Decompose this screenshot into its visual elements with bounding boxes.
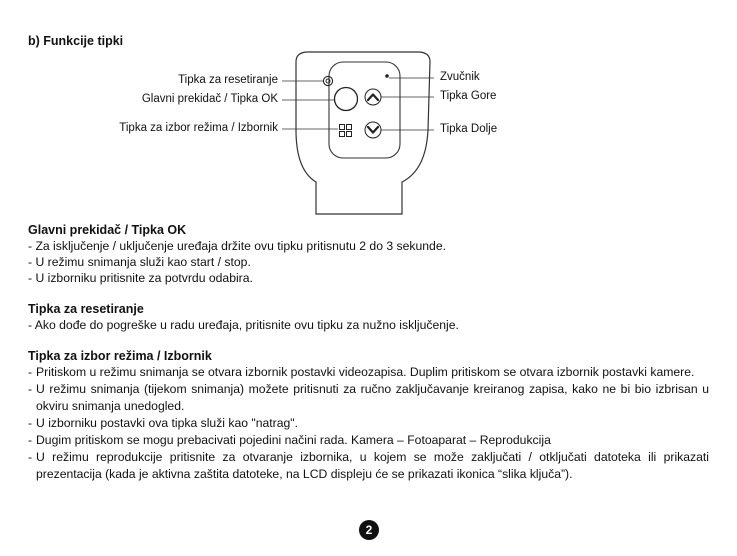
ok-button-icon	[335, 88, 358, 111]
up-button-icon	[365, 89, 381, 105]
speaker-icon	[385, 74, 389, 78]
main-line-2: - U režimu snimanja služi kao start / stop.	[28, 255, 251, 269]
label-up: Tipka Gore	[440, 90, 497, 102]
label-main: Glavni prekidač / Tipka OK	[141, 93, 278, 105]
list-item: - Dugim pritiskom se mogu prebacivati pojedini načini rada. Kamera – Fotoaparat – Reprodukcija	[28, 432, 709, 449]
main-line-1: - Za isključenje / uključenje uređaja držite ovu tipku pritisnutu 2 do 3 sekunde.	[28, 239, 446, 253]
page-number: 2	[359, 520, 379, 540]
heading-main: Glavni prekidač / Tipka OK	[28, 223, 187, 237]
mode-item-1: Pritiskom u režimu snimanja se otvara izbornik postavki videozapisa. Duplim pritiskom se otvara izbornik postavki kamere.	[36, 365, 695, 379]
mode-list	[28, 364, 709, 483]
main-line-3: - U izborniku pritisnite za potvrdu odabira.	[28, 271, 253, 285]
label-speaker: Zvučnik	[440, 71, 480, 83]
mode-item-2: U režimu snimanja (tijekom snimanja) možete pritisnuti za ručno zaključavanje kreiranog zapisa, kako ne bi bio izbrisan u okviru snimanja unedogled.	[36, 382, 709, 413]
list-item: - U režimu snimanja (tijekom snimanja) možete pritisnuti za ručno zaključavanje kreiranog zapisa, kako ne bi bio izbrisan u okviru snimanja unedogled.	[28, 382, 709, 413]
mode-item-3: U izborniku postavki ova tipka služi kao "natrag".	[36, 416, 299, 430]
mode-item-5: U režimu reprodukcije pritisnite za otvaranje izbornika, u kojem se može zaključati / otključati datoteka ili prikazati prezentacija (kada je aktivna zaštita datoteke, na LCD displeju će se prikazati ikonica “slika ključa”).	[36, 450, 709, 481]
label-mode: Tipka za izbor režima / Izbornik	[119, 122, 278, 134]
list-item: - U režimu reprodukcije pritisnite za otvaranje izbornika, u kojem se može zaključati / otključati datoteka ili prikazati prezentacija (kada je aktivna zaštita datoteke, na LCD displeju će se prikazati ikonica “slika ključa”).	[28, 450, 709, 481]
label-down: Tipka Dolje	[440, 123, 498, 135]
button-panel	[329, 62, 400, 158]
down-button-icon	[365, 122, 381, 138]
mode-item-4: Dugim pritiskom se mogu prebacivati pojedini načini rada. Kamera – Fotoaparat – Reprodukcija	[36, 433, 551, 447]
device-diagram	[0, 0, 737, 230]
list-item: - Pritiskom u režimu snimanja se otvara izbornik postavki videozapisa. Duplim pritiskom se otvara izbornik postavki kamere.	[28, 364, 709, 381]
heading-mode: Tipka za izbor režima / Izbornik	[28, 349, 212, 363]
list-item: - U izborniku postavki ova tipka služi kao "natrag".	[28, 415, 709, 432]
section-title: b) Funkcije tipki	[28, 34, 124, 48]
heading-reset: Tipka za resetiranje	[28, 302, 144, 316]
label-reset: Tipka za resetiranje	[178, 74, 278, 86]
reset-line-1: - Ako dođe do pogreške u radu uređaja, pritisnite ovu tipku za nužno isključenje.	[28, 318, 459, 332]
